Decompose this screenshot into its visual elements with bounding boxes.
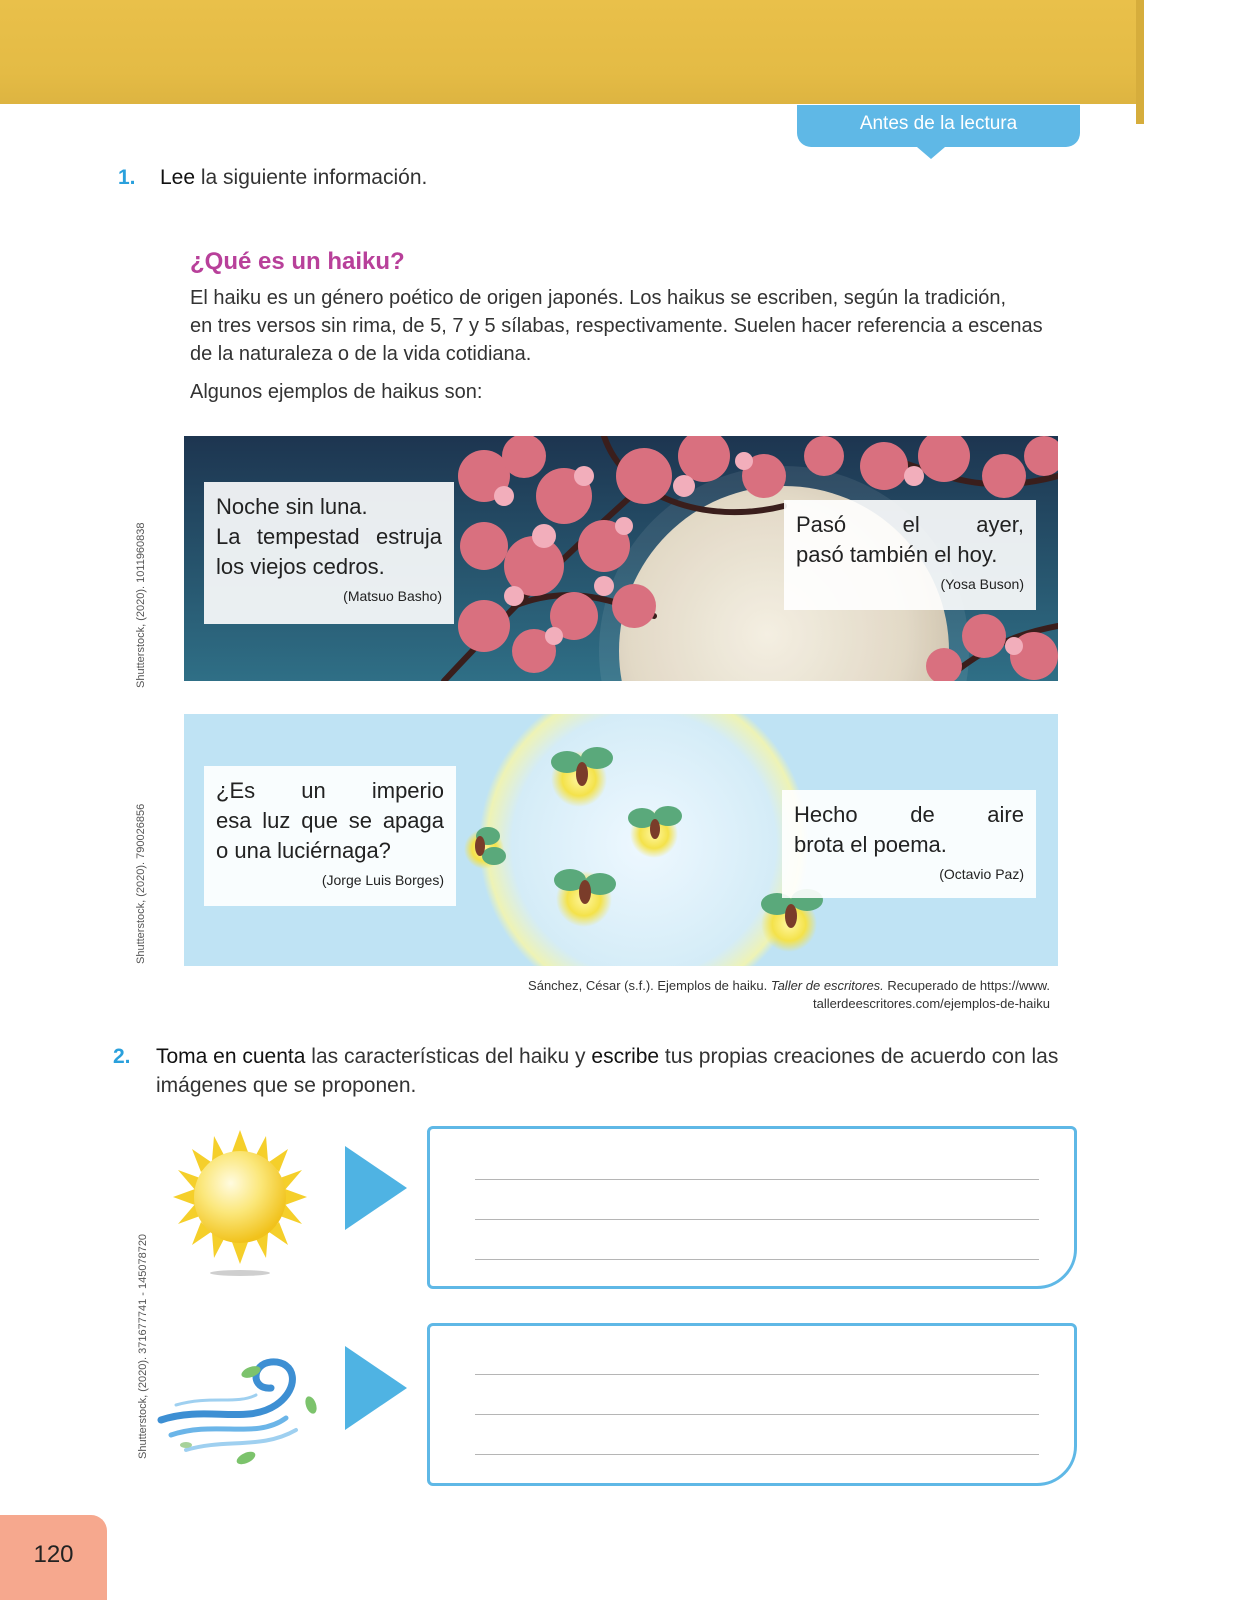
page-number: 120 [0, 1515, 107, 1600]
source-citation [120, 977, 1050, 1013]
haiku-line: Hecho de aire [794, 802, 1024, 827]
question-2-rest: tus propias creaciones de acuerdo con las [659, 1045, 1059, 1068]
sun-icon [170, 1130, 310, 1280]
question-1-text [160, 163, 427, 192]
image-credit-2: Shutterstock, (2020). 790026856 [135, 803, 147, 964]
haiku-line: los viejos cedros. [216, 554, 385, 579]
haiku-author: (Yosa Buson) [940, 576, 1024, 592]
arrow-icon [345, 1146, 407, 1230]
fireflies-illustration [184, 714, 1058, 966]
haiku-card-buson [784, 500, 1036, 610]
haiku-card-basho [204, 482, 454, 624]
writing-line [475, 1219, 1039, 1220]
source-retrieved: Recuperado de https://www. [883, 978, 1050, 993]
arrow-icon [345, 1346, 407, 1430]
info-paragraph-line: de la naturaleza o de la vida cotidiana. [190, 343, 532, 365]
image-credit-3: Shutterstock, (2020). 371677741 - 145078720 [137, 1233, 149, 1459]
image-credit-1: Shutterstock, (2020). 1011960838 [135, 522, 147, 688]
haiku-line: ¿Es un imperio [216, 778, 444, 803]
source-author: Sánchez, César (s.f.). Ejemplos de haiku. [528, 978, 771, 993]
question-1-number: 1. [118, 166, 136, 189]
examples-intro: Algunos ejemplos de haikus son: [190, 381, 483, 403]
header-band [0, 0, 1140, 104]
source-citation-line-2: tallerdeescritores.com/ejemplos-de-haiku [813, 996, 1050, 1011]
wind-icon [156, 1350, 326, 1470]
source-citation-line-1 [120, 977, 1050, 995]
question-2-number: 2. [113, 1045, 131, 1068]
haiku-line: Noche sin luna. [216, 494, 368, 519]
question-2-line-2: imágenes que se proponen. [156, 1074, 417, 1097]
question-2-verb-1: Toma en cuenta [156, 1045, 306, 1068]
haiku-line: Pasó el ayer, [796, 512, 1024, 537]
info-paragraph-line: El haiku es un género poético de origen japonés. Los haikus se escriben, según la tradición, [190, 287, 1007, 309]
haiku-author: (Octavio Paz) [939, 866, 1024, 882]
question-2-verb-2: escribe [591, 1045, 660, 1068]
info-title: ¿Qué es un haiku? [190, 248, 405, 275]
info-paragraph [190, 284, 1060, 368]
header-band-edge [1136, 0, 1144, 124]
source-site: Taller de escritores. [770, 978, 884, 993]
haiku-author: (Matsuo Basho) [343, 588, 442, 604]
writing-line [475, 1414, 1039, 1415]
question-2-mid: las características del haiku y [305, 1045, 592, 1068]
haiku-line: pasó también el hoy. [796, 542, 998, 567]
writing-line [475, 1374, 1039, 1375]
question-1-rest: la siguiente información. [195, 166, 428, 189]
haiku-line: esa luz que se apaga [216, 808, 444, 833]
haiku-writing-box-wind[interactable] [427, 1323, 1077, 1486]
writing-line [475, 1179, 1039, 1180]
haiku-author: (Jorge Luis Borges) [321, 872, 444, 888]
question-1-verb: Lee [160, 166, 196, 189]
haiku-line: La tempestad estruja [216, 524, 442, 549]
haiku-writing-box-sun[interactable] [427, 1126, 1077, 1289]
moon-blossom-illustration [184, 436, 1058, 681]
haiku-line: o una luciérnaga? [216, 838, 391, 863]
info-paragraph-line: en tres versos sin rima, de 5, 7 y 5 sílabas, respectivamente. Suelen hacer referencia a escenas [190, 315, 1043, 337]
writing-line [475, 1259, 1039, 1260]
question-2-text [156, 1042, 1076, 1100]
writing-line [475, 1454, 1039, 1455]
section-tab: Antes de la lectura [797, 105, 1080, 147]
haiku-line: brota el poema. [794, 832, 947, 857]
haiku-card-borges [204, 766, 456, 906]
haiku-card-paz [782, 790, 1036, 898]
